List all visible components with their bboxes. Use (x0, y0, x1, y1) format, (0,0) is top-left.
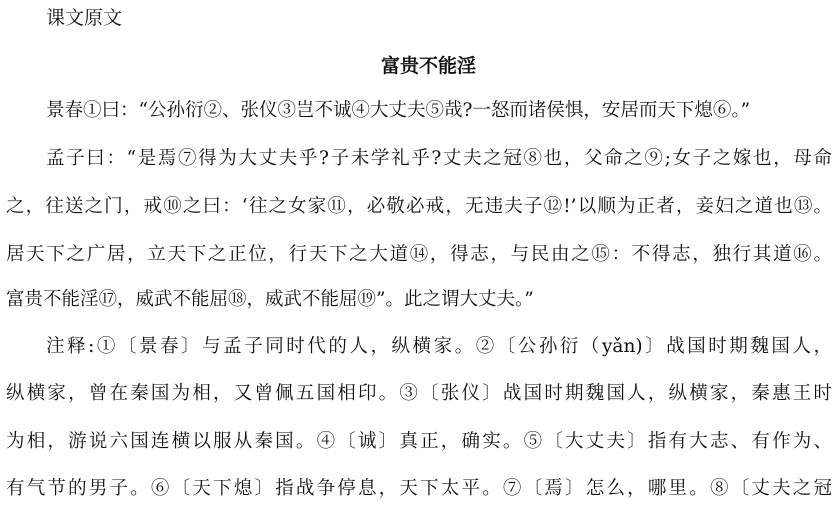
text-line-5: 富贵不能淫⑰，威武不能屈⑱，威武不能屈⑲”。此之谓大丈夫。” (6, 289, 534, 310)
annotation-line-2: 纵横家，曾在秦国为相，又曾佩五国相印。③〔张仪〕战国时期魏国人，纵横家，秦惠王时 (6, 383, 832, 404)
text-line-1: 景春①曰：“公孙衍②、张仪③岂不诚④大丈夫⑤哉?一怒而诸侯惧，安居而天下熄⑥。” (46, 100, 751, 121)
text-line-2: 孟子曰：“是焉⑦得为大丈夫乎?子未学礼乎?丈夫之冠⑧也，父命之⑨;女子之嫁也，母命 (46, 148, 832, 169)
annotation-line-4: 有气节的男子。⑥〔天下熄〕指战争停息，天下太平。⑦〔焉〕怎么，哪里。⑧〔丈夫之冠 (6, 478, 832, 499)
text-line-4: 居天下之广居，立天下之正位，行天下之大道⑭，得志，与民由之⑮：不得志，独行其道⑯。 (6, 244, 832, 265)
section-heading: 课文原文 (46, 7, 123, 29)
text-line-3: 之，往送之门，戒⑩之曰：‘往之女家⑪，必敬必戒，无违夫子⑫!’以顺为正者，妾妇之道也⑬。 (6, 196, 832, 217)
annotation-line-3: 为相，游说六国连横以服从秦国。④〔诚〕真正，确实。⑤〔大丈夫〕指有大志、有作为、 (6, 431, 832, 452)
text-title: 富贵不能淫 (380, 55, 476, 77)
annotation-line-1: 注释:①〔景春〕与孟子同时代的人，纵横家。②〔公孙衍（yǎn)〕战国时期魏国人， (46, 336, 832, 357)
